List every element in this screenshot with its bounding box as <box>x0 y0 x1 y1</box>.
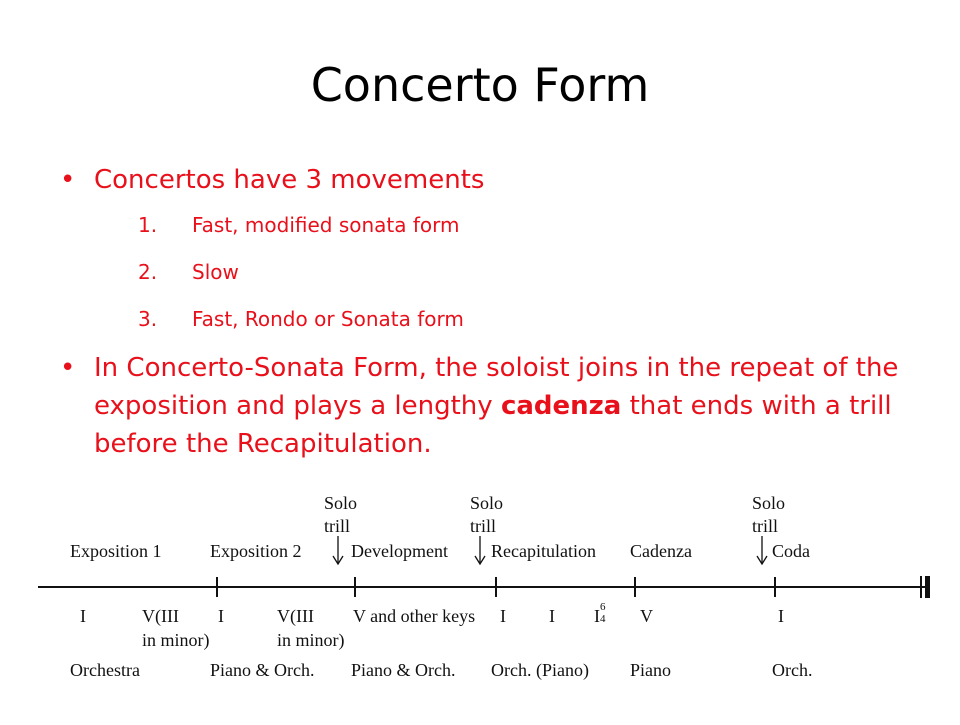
section-label: Exposition 2 <box>210 541 302 561</box>
bullet-text-after: that ends with a trill before the Recapitulation. <box>94 391 892 459</box>
solo-trill-label: trill <box>470 516 496 536</box>
solo-trill-label: Solo <box>470 493 504 513</box>
solo-trill-label: trill <box>752 516 778 536</box>
bullet-dot-icon: • <box>60 353 76 383</box>
bullet-text: Concertos have 3 movements <box>94 165 485 195</box>
bullet-dot-icon: • <box>60 165 76 195</box>
performer-label: Orch. (Piano) <box>491 660 589 680</box>
key-label: in minor) <box>142 630 210 650</box>
form-timeline-diagram <box>0 480 960 720</box>
bullet-bold-cadenza: cadenza <box>500 391 622 421</box>
movement-item <box>94 249 910 296</box>
figure-six: 6 <box>600 601 606 613</box>
solo-trill-label: Solo <box>752 493 786 513</box>
movement-item <box>94 296 910 343</box>
section-label: Cadenza <box>630 541 692 561</box>
solo-trill-label: Solo <box>324 493 358 513</box>
key-label: I <box>80 606 86 626</box>
movement-text: Fast, modified sonata form <box>192 213 460 237</box>
key-label: V(III <box>277 606 314 626</box>
key-label: V <box>640 606 653 626</box>
final-barline-thick <box>925 576 930 598</box>
solo-trill-label: trill <box>324 516 350 536</box>
performer-label: Piano <box>630 660 672 680</box>
section-label: Development <box>351 541 448 561</box>
key-label: I <box>594 606 600 626</box>
key-label: I <box>218 606 224 626</box>
section-label: Exposition 1 <box>70 541 162 561</box>
movement-number: 3. <box>138 307 158 331</box>
bullet-item-movements <box>60 162 910 343</box>
bullet-text-before: In Concerto-Sonata Form, the soloist joins in the repeat of the exposition and plays a lengthy <box>94 353 899 421</box>
key-label: in minor) <box>277 630 345 650</box>
performer-label: Orch. <box>772 660 813 680</box>
bullet-item-concerto-sonata <box>60 349 910 463</box>
key-label: I <box>778 606 784 626</box>
bullet-list <box>60 162 910 463</box>
performer-label: Piano & Orch. <box>210 660 315 680</box>
movement-number: 1. <box>138 213 158 237</box>
movement-number: 2. <box>138 260 158 284</box>
timeline-svg <box>0 480 960 720</box>
key-label: I <box>500 606 506 626</box>
movement-item <box>94 202 910 249</box>
slide-title: Concerto Form <box>310 58 650 112</box>
key-label: V and other keys <box>353 606 476 626</box>
section-label: Coda <box>772 541 810 561</box>
performer-label: Orchestra <box>70 660 140 680</box>
movement-text: Slow <box>192 260 239 284</box>
section-label: Recapitulation <box>491 541 596 561</box>
figure-four: 4 <box>600 613 606 625</box>
key-label: I <box>549 606 555 626</box>
movement-list <box>94 202 910 343</box>
movement-text: Fast, Rondo or Sonata form <box>192 307 464 331</box>
key-label: V(III <box>142 606 179 626</box>
performer-label: Piano & Orch. <box>351 660 456 680</box>
